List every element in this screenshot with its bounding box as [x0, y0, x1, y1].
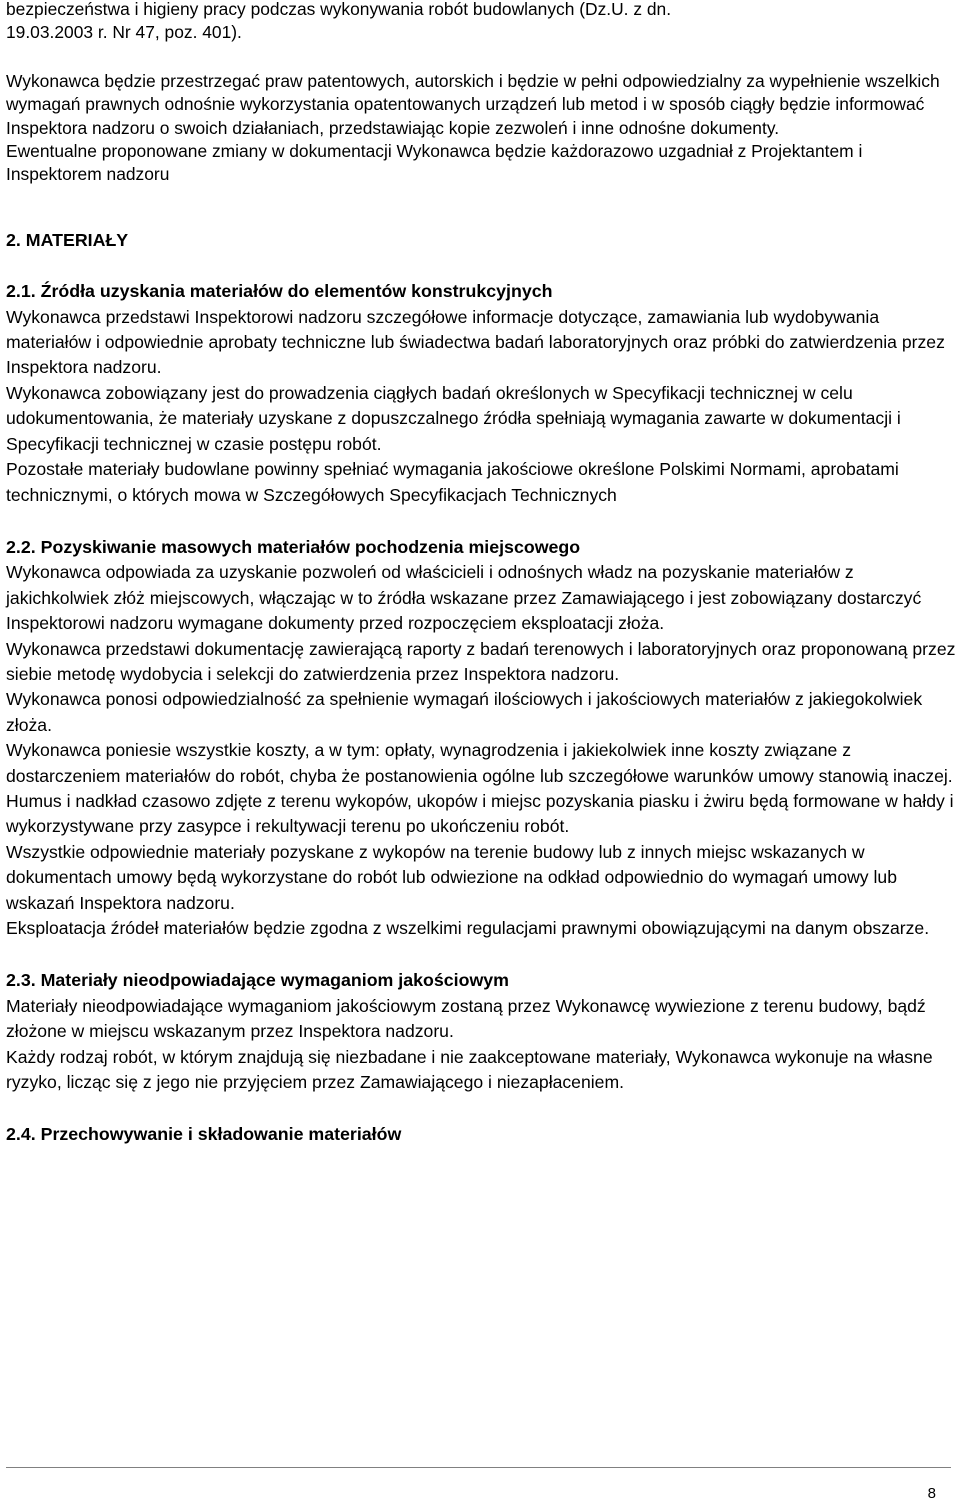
section-2-2-paragraph: Wszystkie odpowiednie materiały pozyskane z wykopów na terenie budowy lub z innych miejsc wskazanych w dokumentach umowy będą wykorzystane do robót lub odwiezione na odkład odpowiednio do wymagań umowy lub wskazań Inspektora nadzoru. [6, 841, 897, 913]
section-2-heading: 2. MATERIAŁY [6, 229, 129, 250]
section-2-2 [6, 535, 956, 942]
section-2-2-paragraph: Eksploatacja źródeł materiałów będzie zgodna z wszelkimi regulacjami prawnymi obowiązującymi na danym obszarze. [6, 918, 930, 938]
section-2-2-heading: 2.2. Pozyskiwanie masowych materiałów pochodzenia miejscowego [6, 536, 581, 557]
section-2-2-paragraph: Humus i nadkład czasowo zdjęte z terenu wykopów, ukopów i miejsc pozyskania piasku i żwiru będą formowane w hałdy i wykorzystywane przy zasypce i rekultywacji terenu po ukończeniu robót. [6, 790, 954, 837]
section-2-3-paragraph: Każdy rodzaj robót, w którym znajdują się niezbadane i nie zaakceptowane materiały, Wykonawca wykonuje na własne ryzyko, licząc się z jego nie przyjęciem przez Zamawiającego i niezapłaceniem. [6, 1046, 933, 1093]
document-page [6, 0, 956, 1148]
section-2-4 [6, 1122, 956, 1147]
section-2-1 [6, 279, 956, 508]
section-2-3-paragraph: Materiały nieodpowiadające wymaganiom jakościowym zostaną przez Wykonawcę wywiezione z terenu budowy, bądź złożone w miejscu wskazanym przez Inspektora nadzoru. [6, 995, 926, 1042]
section-2-2-paragraph: Wykonawca ponosi odpowiedzialność za spełnienie wymagań ilościowych i jakościowych materiałów z jakiegokolwiek złoża. [6, 689, 923, 735]
intro-block [6, 0, 956, 187]
patents-paragraph: Wykonawca będzie przestrzegać praw patentowych, autorskich i będzie w pełni odpowiedzialny za wypełnienie wszelkich wymagań prawnych odnośnie wykorzystania opatentowanych urządzeń lub metod i w sposób ciągły będzie informować Inspektora nadzoru o swoich działaniach, przedstawiając kopie zezwoleń i inne odnośne dokumenty. [6, 70, 940, 138]
intro-line-2: 19.03.2003 r. Nr 47, poz. 401). [6, 22, 242, 43]
section-2-1-paragraph: Wykonawca przedstawi Inspektorowi nadzoru szczegółowe informacje dotyczące, zamawiania lub wydobywania materiałów i odpowiednie aprobaty techniczne lub świadectwa badań laboratoryjnych oraz próbki do zatwierdzenia przez Inspektora nadzoru. [6, 306, 945, 378]
page-number: 8 [927, 1485, 936, 1502]
section-2-2-paragraph: Wykonawca odpowiada za uzyskanie pozwoleń od właścicieli i odnośnych władz na pozyskanie materiałów z jakichkolwiek złóż miejscowych, włączając w to źródła wskazane przez Zamawiającego i jest zobowiązany dostarczyć Inspektorowi nadzoru wymagane dokumenty przed rozpoczęciem eksploatacji złoża. [6, 562, 922, 634]
section-2-2-paragraph: Wykonawca poniesie wszystkie koszty, a w tym: opłaty, wynagrodzenia i jakiekolwiek inne koszty związane z dostarczeniem materiałów do robót, chyba że postanowienia ogólne lub szczegółowe warunków umowy stanowią inaczej. [6, 740, 953, 786]
section-2-3-heading: 2.3. Materiały nieodpowiadające wymaganiom jakościowym [6, 970, 509, 991]
section-2-1-paragraph: Wykonawca zobowiązany jest do prowadzenia ciągłych badań określonych w Specyfikacji technicznej w celu udokumentowania, że materiały uzyskane z dopuszczalnego źródła spełniają wymagania zawarte w dokumentacji i Specyfikacji technicznej w czasie postępu robót. [6, 382, 901, 454]
footer-divider [6, 1467, 951, 1468]
changes-paragraph: Ewentualne proponowane zmiany w dokumentacji Wykonawca będzie każdorazowo uzgadniał z Projektantem i Inspektorem nadzoru [6, 141, 863, 185]
section-2-4-heading: 2.4. Przechowywanie i składowanie materiałów [6, 1124, 402, 1145]
section-2-3 [6, 968, 956, 1095]
intro-line-1: bezpieczeństwa i higieny pracy podczas wykonywania robót budowlanych (Dz.U. z dn. [6, 0, 672, 19]
section-2-2-paragraph: Wykonawca przedstawi dokumentację zawierającą raporty z badań terenowych i laboratoryjnych oraz proponowaną przez siebie metodę wydobycia i selekcji do zatwierdzenia przez Inspektora nadzoru. [6, 638, 956, 684]
section-2-1-paragraph: Pozostałe materiały budowlane powinny spełniać wymagania jakościowe określone Polskimi Normami, aprobatami technicznymi, o których mowa w Szczegółowych Specyfikacjach Technicznych [6, 459, 899, 505]
section-2-1-heading: 2.1. Źródła uzyskania materiałów do elementów konstrukcyjnych [6, 281, 553, 302]
